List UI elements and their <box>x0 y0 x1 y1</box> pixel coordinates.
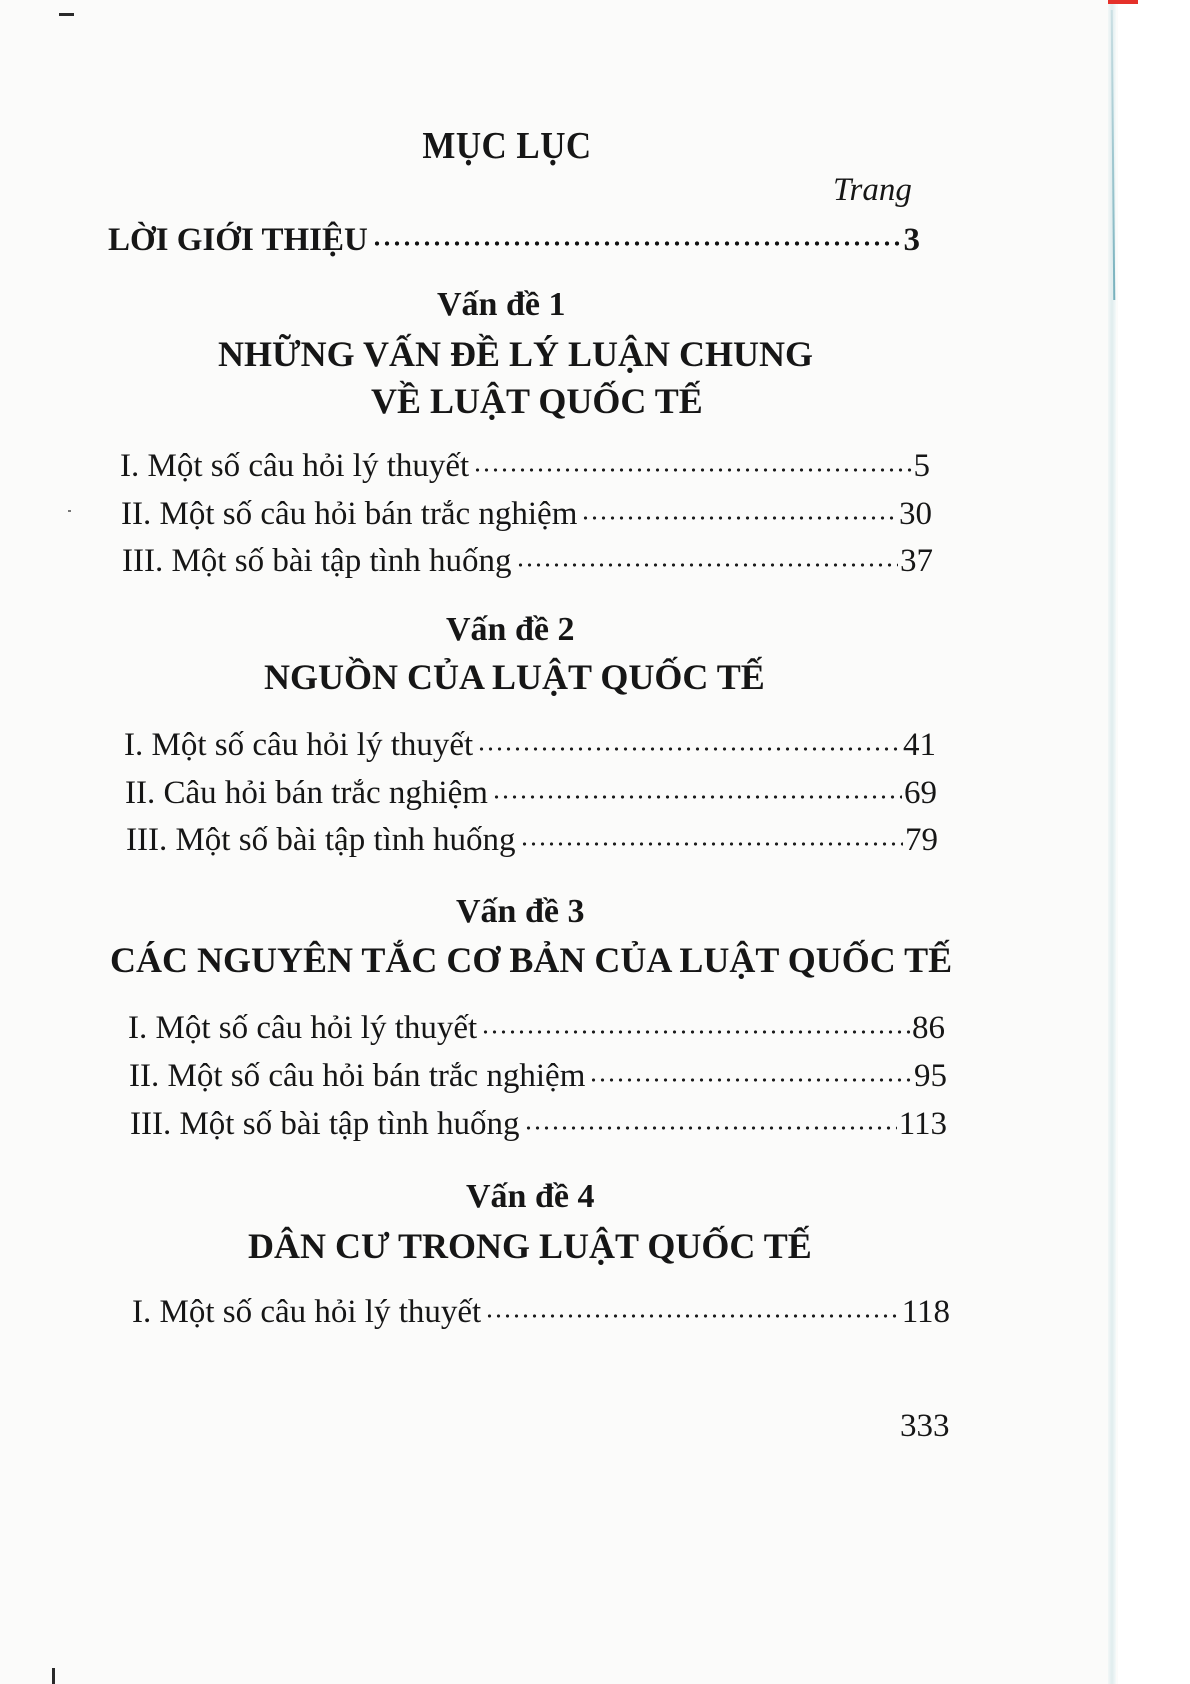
toc-entry-label: II. Câu hỏi bán trắc nghiệm <box>125 774 488 811</box>
toc-entry-page: 30 <box>899 495 932 532</box>
crop-mark-bottom <box>52 1668 55 1684</box>
toc-entry-page: 95 <box>914 1057 947 1094</box>
toc-entry[interactable] <box>122 541 933 580</box>
toc-entry-page: 118 <box>901 1293 950 1330</box>
dot-leader <box>524 1104 897 1134</box>
toc-entry-label: II. Một số câu hỏi bán trắc nghiệm <box>121 495 578 532</box>
toc-entry-page: 41 <box>903 726 936 763</box>
chapter-4-label: Vấn đề 4 <box>466 1178 595 1215</box>
toc-entry[interactable] <box>129 1056 947 1095</box>
red-edge-mark <box>1108 0 1138 4</box>
dot-leader <box>473 446 911 476</box>
toc-entry-label: I. Một số câu hỏi lý thuyết <box>120 447 470 484</box>
toc-entry[interactable] <box>126 820 938 859</box>
dot-leader <box>516 541 898 571</box>
chapter-4-title: DÂN CƯ TRONG LUẬT QUỐC TẾ <box>248 1226 812 1266</box>
chapter-3-label: Vấn đề 3 <box>456 893 585 930</box>
toc-entry-label: II. Một số câu hỏi bán trắc nghiệm <box>129 1057 586 1094</box>
crop-mark-top <box>59 13 74 16</box>
toc-entry[interactable] <box>124 725 936 764</box>
toc-entry-page: 113 <box>898 1105 947 1142</box>
dot-leader <box>372 220 902 250</box>
dot-leader <box>485 1292 900 1322</box>
toc-entry-label: III. Một số bài tập tình huống <box>122 542 512 579</box>
toc-entry-label: III. Một số bài tập tình huống <box>130 1105 520 1142</box>
toc-entry[interactable] <box>125 773 937 812</box>
toc-entry-page: 3 <box>903 221 920 258</box>
scan-speck <box>68 510 71 512</box>
toc-entry[interactable] <box>128 1008 945 1047</box>
dot-leader <box>581 494 897 524</box>
toc-entry[interactable] <box>120 446 930 485</box>
toc-entry-label: I. Một số câu hỏi lý thuyết <box>132 1293 482 1330</box>
page-number: 333 <box>900 1408 950 1444</box>
toc-entry[interactable] <box>132 1292 950 1331</box>
toc-entry-intro[interactable] <box>108 220 920 259</box>
toc-entry-page: 69 <box>904 774 937 811</box>
dot-leader <box>492 773 902 803</box>
page-title: MỤC LỤC <box>422 125 592 167</box>
toc-entry-page: 79 <box>905 821 938 858</box>
toc-entry-label: LỜI GIỚI THIỆU <box>108 221 368 258</box>
chapter-2-title: NGUỒN CỦA LUẬT QUỐC TẾ <box>264 657 765 697</box>
dot-leader <box>589 1056 912 1086</box>
toc-entry[interactable] <box>121 494 932 533</box>
chapter-3-title: CÁC NGUYÊN TẮC CƠ BẢN CỦA LUẬT QUỐC TẾ <box>110 940 953 980</box>
toc-entry-page: 86 <box>912 1009 945 1046</box>
chapter-2-label: Vấn đề 2 <box>446 611 575 648</box>
toc-entry-label: I. Một số câu hỏi lý thuyết <box>128 1009 478 1046</box>
dot-leader <box>477 725 901 755</box>
toc-entry-label: I. Một số câu hỏi lý thuyết <box>124 726 474 763</box>
dot-leader <box>481 1008 910 1038</box>
toc-entry-page: 5 <box>913 447 930 484</box>
chapter-1-title-line-1: NHỮNG VẤN ĐỀ LÝ LUẬN CHUNG <box>218 334 814 374</box>
chapter-1-title-line-2: VỀ LUẬT QUỐC TẾ <box>371 381 703 421</box>
chapter-1-label: Vấn đề 1 <box>437 286 566 323</box>
toc-entry-label: III. Một số bài tập tình huống <box>126 821 516 858</box>
dot-leader <box>520 820 903 850</box>
toc-entry-page: 37 <box>900 542 933 579</box>
toc-entry[interactable] <box>130 1104 947 1143</box>
page-column-label: Trang <box>833 172 912 208</box>
